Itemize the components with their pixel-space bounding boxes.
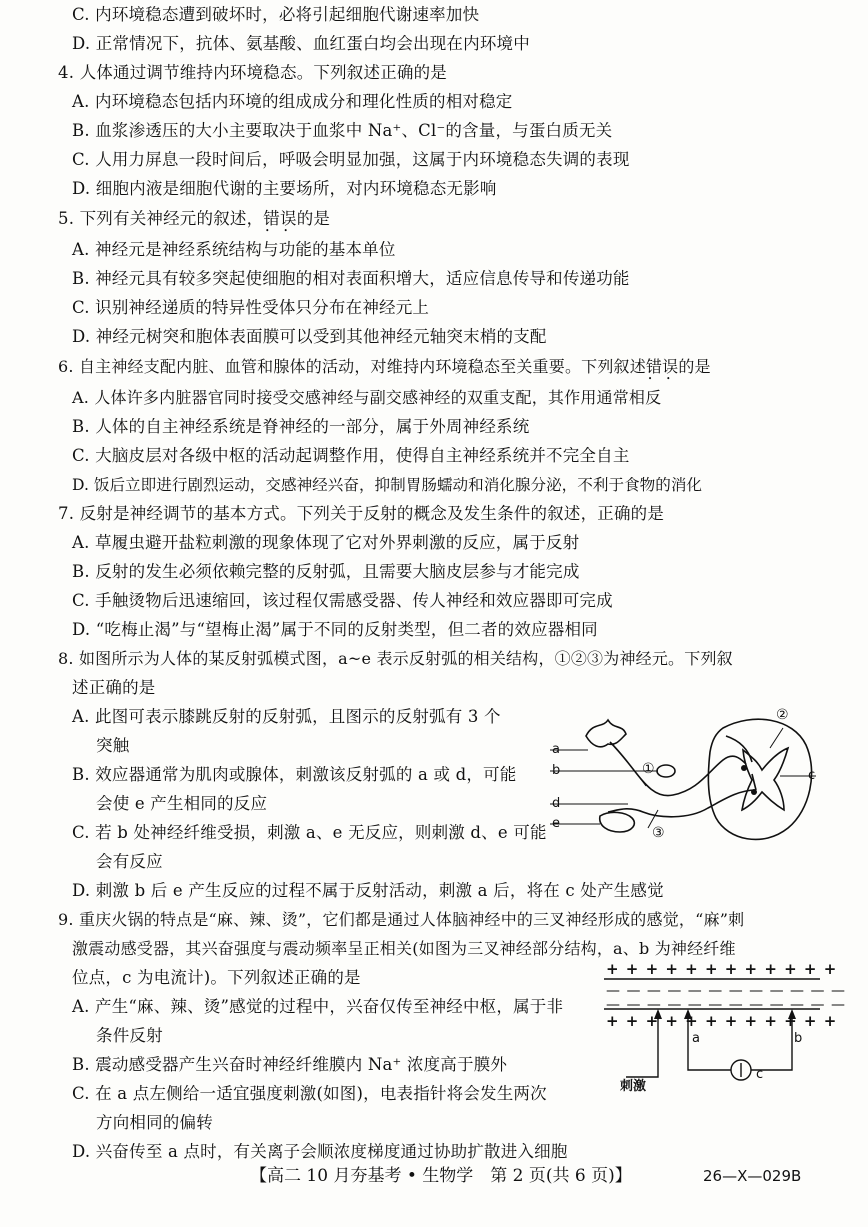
q3-option-c: C. 内环境稳态遭到破坏时，必将引起细胞代谢速率加快 (72, 5, 480, 24)
q7-option-d: D. “吃梅止渴”与“望梅止渴”属于不同的反射类型，但二者的效应器相同 (72, 620, 598, 639)
q4-option-d: D. 细胞内液是细胞代谢的主要场所，对内环境稳态无影响 (72, 179, 497, 198)
q6-option-a: A. 人体许多内脏器官同时接受交感神经与副交感神经的双重支配，其作用通常相反 (72, 388, 662, 407)
fig1-label-e: e (552, 816, 560, 831)
q8-stem-line2: 述正确的是 (72, 678, 156, 697)
q6-option-d: D. 饭后立即进行剧烈运动，交感神经兴奋，抑制胃肠蠕动和消化腺分泌，不利于食物的消化 (72, 476, 703, 494)
q7-option-a: A. 草履虫避开盐粒刺激的现象体现了它对外界刺激的反应，属于反射 (72, 533, 580, 552)
q4-option-b: B. 血浆渗透压的大小主要取决于血浆中 Na⁺、Cl⁻的含量，与蛋白质无关 (72, 121, 613, 140)
fig2-label-b: b (794, 1031, 803, 1046)
q9-stem-line3: 位点，c 为电流计)。下列叙述正确的是 (72, 968, 361, 987)
q9-option-b: B. 震动感受器产生兴奋时神经纤维膜内 Na⁺ 浓度高于膜外 (72, 1055, 508, 1074)
q8-option-b-line1: B. 效应器通常为肌肉或腺体，刺激该反射弧的 a 或 d，可能 (72, 765, 517, 784)
q5-option-b: B. 神经元具有较多突起使细胞的相对表面积增大，适应信息传导和传递功能 (72, 269, 630, 288)
q5-stem (58, 208, 330, 230)
q4-option-a: A. 内环境稳态包括内环境的组成成分和理化性质的相对稳定 (72, 92, 513, 111)
fig2-mid-signs-2: — — — — — — — — — — — — (606, 997, 846, 1013)
q4-option-c: C. 人用力屏息一段时间后，呼吸会明显加强，这属于内环境稳态失调的表现 (72, 150, 630, 169)
q8-option-c-line1: C. 若 b 处神经纤维受损，刺激 a、e 无反应，则刺激 d、e 可能 (72, 823, 547, 842)
paper-code: 26—X—029B (703, 1167, 802, 1185)
fig1-label-c: c (808, 768, 816, 783)
q9-stem-line1: 9. 重庆火锅的特点是“麻、辣、烫”，它们都是通过人体脑神经中的三叉神经形成的感觉，“麻”刺 (58, 910, 745, 929)
q8-option-a-line1: A. 此图可表示膝跳反射的反射弧，且图示的反射弧有 3 个 (72, 707, 501, 726)
q5-stem-pre: 5. 下列有关神经元的叙述， (58, 209, 264, 228)
fig1-neuron-2: ② (776, 707, 789, 723)
fig2-mid-signs-1: — — — — — — — — — — — — (606, 983, 846, 999)
fig2-top-signs: + + + + + + + + + + + + (606, 960, 838, 978)
q5-option-a: A. 神经元是神经系统结构与功能的基本单位 (72, 240, 396, 259)
fig1-neuron-1: ① (642, 761, 655, 777)
q3-option-d: D. 正常情况下，抗体、氨基酸、血红蛋白均会出现在内环境中 (72, 34, 530, 53)
q5-option-d: D. 神经元树突和胞体表面膜可以受到其他神经元轴突末梢的支配 (72, 327, 547, 346)
fig2-stimulus-label: 刺激 (620, 1079, 647, 1094)
q4-stem: 4. 人体通过调节维持内环境稳态。下列叙述正确的是 (58, 63, 447, 82)
fig1-label-a: a (552, 742, 560, 757)
fig2-label-a: a (692, 1031, 700, 1046)
q6-option-b: B. 人体的自主神经系统是脊神经的一部分，属于外周神经系统 (72, 417, 530, 436)
q9-stem-line2: 激震动感受器，其兴奋强度与震动频率呈正相关(如图为三叉神经部分结构，a、b 为神经纤维 (72, 939, 736, 958)
q5-stem-post: 的是 (296, 209, 331, 228)
fig2-label-c: c (756, 1067, 764, 1082)
fig2-bottom-signs: + + + + + + + + + + + + (606, 1012, 838, 1030)
q8-option-d: D. 刺激 b 后 e 产生反应的过程不属于反射活动，刺激 a 后，将在 c 处产生感觉 (72, 881, 664, 900)
page-footer: 【高二 10 月夯基考 • 生物学 第 2 页(共 6 页)】 (250, 1166, 632, 1186)
fig1-label-b: b (552, 763, 561, 778)
q5-stem-emphasis: 错误 • • (263, 209, 296, 228)
q6-stem-emphasis: 错误 • • (646, 357, 678, 376)
q7-stem: 7. 反射是神经调节的基本方式。下列关于反射的概念及发生条件的叙述，正确的是 (58, 504, 665, 523)
q9-option-c-line2: 方向相同的偏转 (96, 1113, 213, 1132)
q5-option-c: C. 识别神经递质的特异性受体只分布在神经元上 (72, 298, 430, 317)
fig1-neuron-3: ③ (652, 825, 665, 841)
q6-stem (58, 356, 711, 378)
q9-option-d: D. 兴奋传至 a 点时，有关离子会顺浓度梯度通过协助扩散进入细胞 (72, 1142, 568, 1161)
q8-option-b-line2: 会使 e 产生相同的反应 (96, 794, 268, 813)
q9-option-c-line1: C. 在 a 点左侧给一适宜强度刺激(如图)，电表指针将会发生两次 (72, 1084, 547, 1103)
q6-stem-pre: 6. 自主神经支配内脏、血管和腺体的活动，对维持内环境稳态至关重要。下列叙述 (58, 357, 646, 376)
q9-option-a-line1: A. 产生“麻、辣、烫”感觉的过程中，兴奋仅传至神经中枢，属于非 (72, 997, 564, 1016)
q8-option-c-line2: 会有反应 (96, 852, 163, 871)
q8-stem-line1: 8. 如图所示为人体的某反射弧模式图，a~e 表示反射弧的相关结构，①②③为神经元。下列叙 (58, 649, 733, 668)
q7-option-b: B. 反射的发生必须依赖完整的反射弧，且需要大脑皮层参与才能完成 (72, 562, 580, 581)
q6-stem-post: 的是 (678, 357, 711, 376)
fig1-label-d: d (552, 796, 561, 811)
q8-option-a-line2: 突触 (96, 736, 130, 755)
q9-option-a-line2: 条件反射 (96, 1026, 163, 1045)
q7-option-c: C. 手触烫物后迅速缩回，该过程仅需感受器、传人神经和效应器即可完成 (72, 591, 613, 610)
q6-option-c: C. 大脑皮层对各级中枢的活动起调整作用，使得自主神经系统并不完全自主 (72, 446, 630, 465)
